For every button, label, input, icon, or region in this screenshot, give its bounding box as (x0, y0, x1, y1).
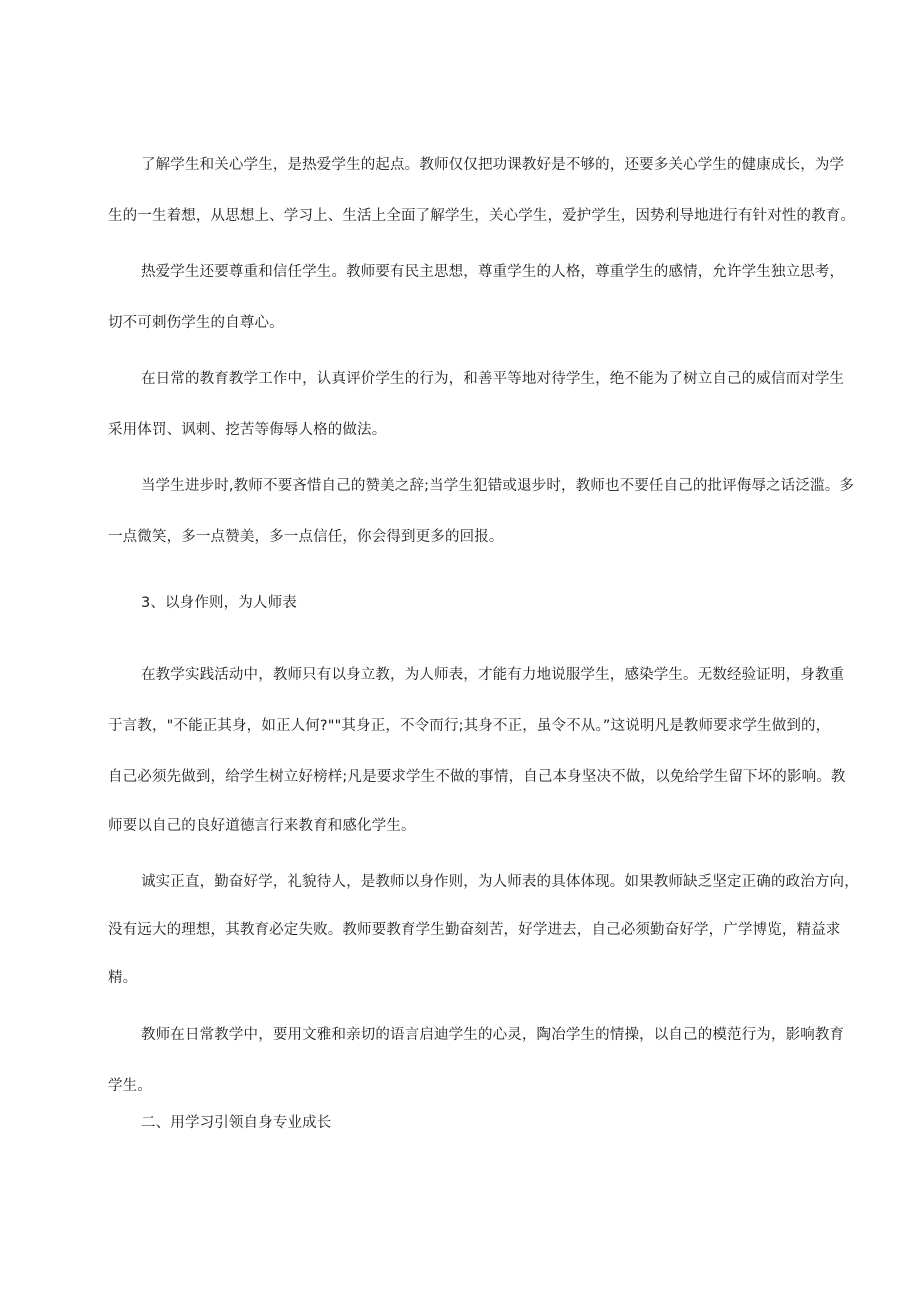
paragraph-7-line-1: 教师在日常教学中，要用文雅和亲切的语言启迪学生的心灵，陶冶学生的情操，以自己的模范行为，影响教育 (141, 1027, 845, 1043)
paragraph-5-line-1: 在教学实践活动中，教师只有以身立教，为人师表，才能有力地说服学生，感染学生。无数经验证明，身教重 (141, 667, 845, 683)
section-heading-3: 3、以身作则，为人师表 (141, 595, 297, 611)
paragraph-7-line-2: 学生。 (108, 1078, 152, 1094)
paragraph-4-line-2: 一点微笑，多一点赞美，多一点信任，你会得到更多的回报。 (108, 529, 504, 545)
paragraph-6-line-1: 诚实正直，勤奋好学，礼貌待人，是教师以身作则，为人师表的具体体现。如果教师缺乏坚定正确的政治方向， (141, 874, 859, 890)
section-heading-2: 二、用学习引领自身专业成长 (141, 1115, 332, 1131)
paragraph-1-line-1: 了解学生和关心学生，是热爱学生的起点。教师仅仅把功课教好是不够的，还要多关心学生的健康成长，为学 (141, 157, 845, 173)
paragraph-6-line-3: 精。 (108, 970, 138, 986)
paragraph-2-line-1: 热爱学生还要尊重和信任学生。教师要有民主思想，尊重学生的人格，尊重学生的感情，允许学生独立思考， (141, 264, 845, 280)
paragraph-2-line-2: 切不可刺伤学生的自尊心。 (108, 315, 284, 331)
paragraph-5-line-2: 于言教，"不能正其身，如正人何?""其身正，不令而行;其身不正，虽令不从。”这说明凡是教师要求学生做到的， (108, 718, 831, 734)
paragraph-3-line-1: 在日常的教育教学工作中，认真评价学生的行为，和善平等地对待学生，绝不能为了树立自己的威信而对学生 (141, 371, 845, 387)
paragraph-4-line-1: 当学生进步时,教师不要吝惜自己的赞美之辞;当学生犯错或退步时，教师也不要任自己的批评侮辱之话泛滥。多 (141, 478, 854, 494)
paragraph-3-line-2: 采用体罚、讽刺、挖苦等侮辱人格的做法。 (108, 422, 387, 438)
paragraph-5-line-4: 师要以自己的良好道德言行来教育和感化学生。 (108, 818, 416, 834)
paragraph-5-line-3: 自己必须先做到，给学生树立好榜样;凡是要求学生不做的事情，自己本身坚决不做，以免给学生留下坏的影响。教 (108, 769, 846, 785)
paragraph-6-line-2: 没有远大的理想，其教育必定失败。教师要教育学生勤奋刻苦，好学进去，自己必须勤奋好学，广学博览，精益求 (108, 922, 841, 938)
paragraph-1-line-2: 生的一生着想，从思想上、学习上、生活上全面了解学生，关心学生，爱护学生，因势利导地进行有针对性的教育。 (108, 208, 856, 224)
